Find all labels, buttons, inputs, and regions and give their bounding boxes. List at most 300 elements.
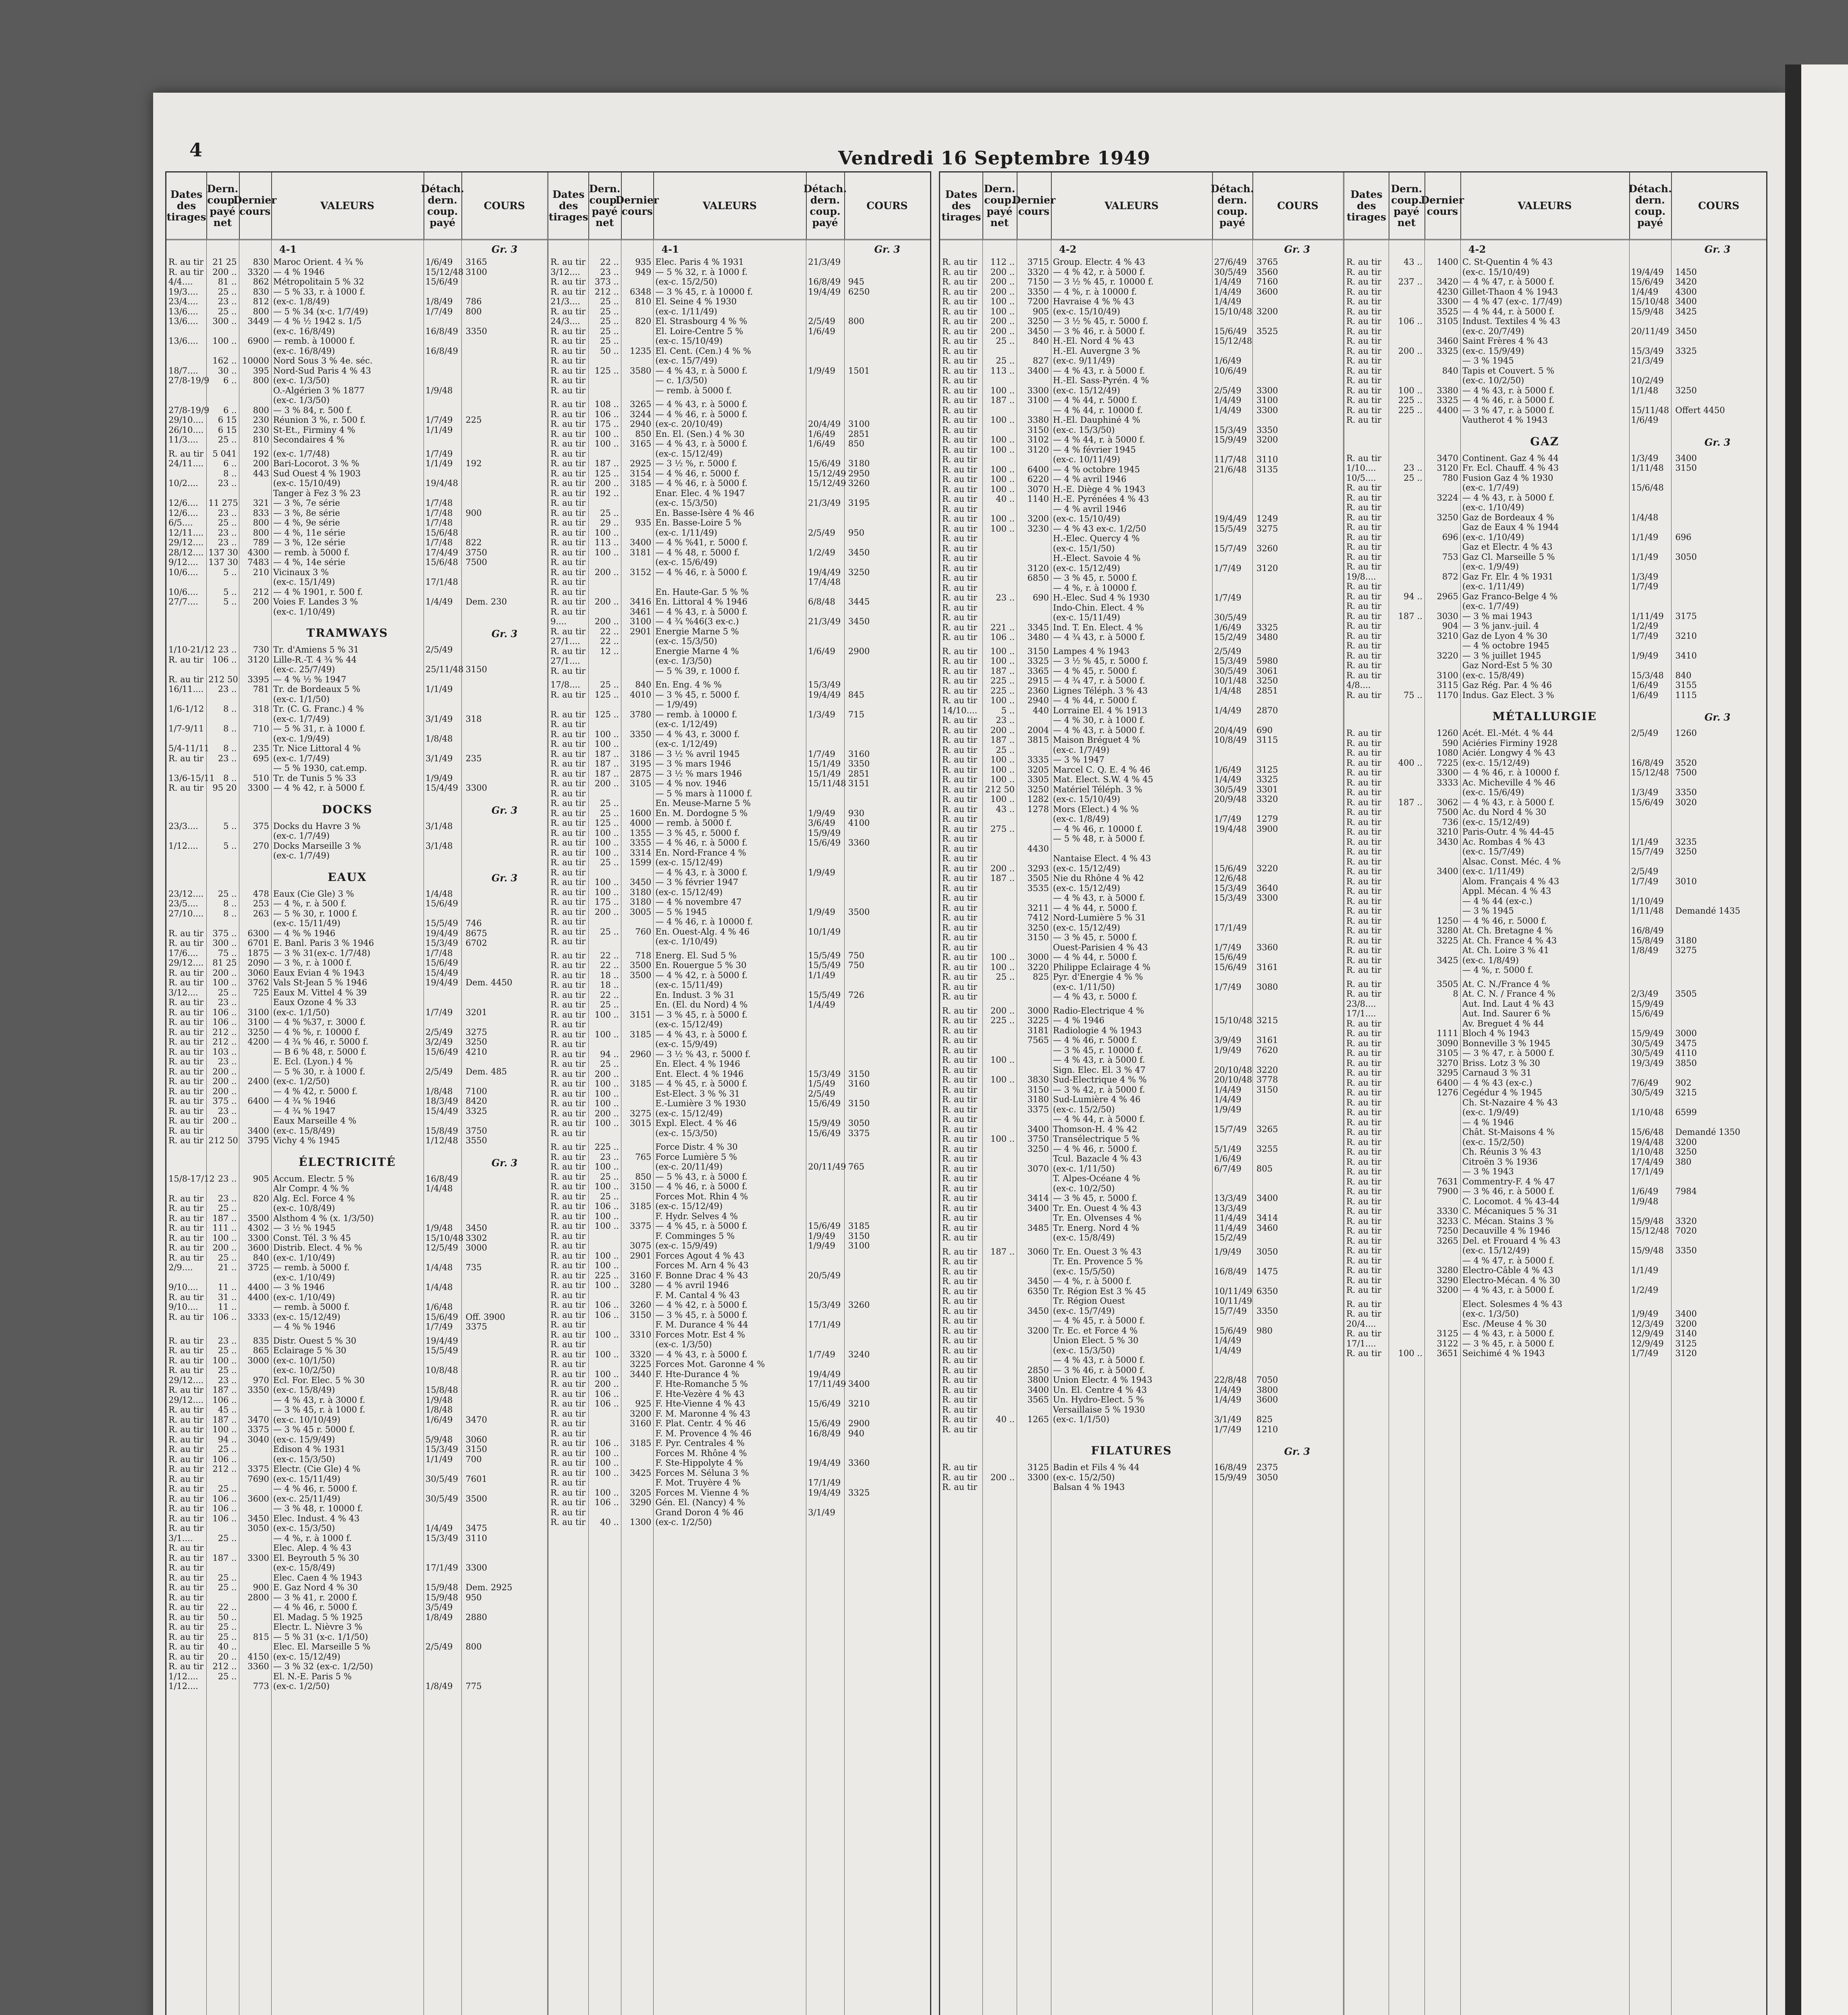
cell-security: Force Distr. 4 % 30 — [655, 1142, 738, 1152]
cell-detach: 15/4/49 — [425, 783, 458, 793]
table-row — [940, 1473, 1343, 1482]
cell-last-price: 3293 — [1027, 863, 1049, 873]
cell-coupon: 25 .. — [218, 1671, 237, 1681]
cell-detach: 1/6/49 — [1631, 690, 1659, 700]
cell-price: 3100 — [1256, 395, 1278, 405]
cell-detach: 15/6/49 — [808, 1099, 841, 1108]
cell-price: 3550 — [465, 1136, 487, 1145]
cell-security: Tanger à Fez 3 % 23 — [273, 488, 361, 498]
cell-security: — 4 % 43, r. à 5000 f. — [1462, 492, 1555, 503]
cell-price: 8420 — [465, 1096, 487, 1106]
table-row — [548, 646, 930, 656]
cell-last-price: 3600 — [247, 1494, 269, 1504]
cell-last-price: 3125 — [1027, 1462, 1049, 1472]
cell-last-price: 4300 — [247, 547, 269, 557]
cell-detach: 3/1/49 — [425, 714, 453, 724]
table-row — [548, 567, 930, 577]
cell-coupon: 25 .. — [600, 926, 619, 937]
table-row — [548, 739, 930, 749]
cell-last-price: 2090 — [247, 958, 269, 968]
table-row — [166, 655, 547, 665]
cell-security: — 4 % 45, r. 5000 f. — [1053, 666, 1138, 676]
cell-date: R. au tir — [550, 808, 586, 818]
cell-coupon: 100 .. — [594, 528, 619, 538]
cell-last-price: 3100 — [247, 1017, 269, 1027]
cell-date: R. au tir — [942, 1134, 978, 1144]
cell-date: R. au tir — [550, 1020, 586, 1029]
cell-security: — 4 % 43, r. à 5000 f. — [1053, 366, 1145, 376]
cell-security: Tr. Région Est 3 % 45 — [1053, 1286, 1146, 1296]
cell-last-price: 3345 — [1027, 622, 1049, 632]
table-row — [940, 804, 1343, 814]
cell-last-price: 440 — [1032, 705, 1049, 715]
cell-detach: 16/8/49 — [1631, 758, 1664, 768]
cell-price: 900 — [465, 508, 482, 518]
cell-date: R. au tir — [942, 1193, 978, 1203]
table-row — [548, 1419, 930, 1428]
cell-detach: 1/4/49 — [1214, 1345, 1242, 1355]
cell-last-price: 3460 — [1437, 336, 1458, 346]
cell-coupon: 18 .. — [600, 970, 619, 980]
cell-last-price: 321 — [253, 498, 269, 508]
cell-security: En. Ouest-Alg. 4 % 46 — [655, 926, 750, 937]
table-row — [940, 465, 1343, 474]
cell-security: (ex-c. 15/12/49) — [655, 1020, 723, 1029]
cell-date: 23/3.... — [168, 821, 198, 831]
cell-detach: 1/12/48 — [425, 1136, 458, 1145]
cell-security: (ex-c. 15/12/49) — [273, 1651, 341, 1662]
cell-coupon: 212 .. — [212, 1464, 237, 1474]
table-row — [940, 1257, 1343, 1266]
table-section-2 — [548, 172, 930, 2015]
cell-security: Forces M. Arn 4 % 43 — [655, 1261, 749, 1270]
cell-price: 3560 — [1256, 267, 1278, 277]
cell-last-price: 4200 — [247, 1037, 269, 1047]
column-header-dern — [982, 172, 1017, 239]
cell-date: R. au tir — [550, 1478, 586, 1487]
table-panel-right — [939, 171, 1767, 2015]
cell-coupon: 100 .. — [990, 952, 1015, 962]
cell-security: — 4 % avril 1946 — [1053, 504, 1127, 514]
cell-security: — remb. à 5000 f. — [273, 547, 350, 557]
column-header-text: coup. — [1391, 194, 1422, 206]
cell-security: — 4 %, r. à 5000 f. — [1053, 1276, 1132, 1286]
cell-date: R. au tir — [1346, 797, 1382, 807]
cell-detach: 1/7/49 — [425, 415, 453, 425]
cell-detach: 20/10/48 — [1214, 1075, 1252, 1084]
cell-coupon: 30 .. — [218, 366, 237, 376]
cell-security: Elec. Caen 4 % 1943 — [273, 1573, 362, 1583]
cell-last-price: 3430 — [1437, 837, 1458, 847]
table-row — [548, 907, 930, 917]
cell-coupon: 23 .. — [218, 1193, 237, 1203]
cell-price: 3800 — [1256, 1385, 1278, 1395]
table-row — [940, 1065, 1343, 1075]
cell-coupon: 94 .. — [600, 1049, 619, 1059]
cell-date: R. au tir — [1346, 738, 1382, 748]
cell-detach: 1/11/49 — [1631, 611, 1664, 621]
cell-price: 3200 — [1256, 306, 1278, 316]
cell-last-price: 2850 — [1027, 1365, 1049, 1375]
cell-price: 3000 — [465, 1243, 487, 1253]
cell-detach: 27/6/49 — [1214, 257, 1247, 267]
cell-coupon: 100 .. — [594, 1010, 619, 1020]
cell-date: R. au tir — [1346, 1265, 1382, 1275]
cell-detach: 1/4/49 — [1214, 705, 1242, 715]
cell-detach: 17/1/49 — [425, 1563, 458, 1573]
cell-date: R. au tir — [168, 1106, 204, 1116]
table-row — [548, 1069, 930, 1079]
cell-price: 735 — [465, 1263, 482, 1272]
cell-coupon: 100 .. — [990, 1055, 1015, 1065]
cell-detach: 30/5/49 — [1214, 784, 1247, 794]
cell-date: R. au tir — [942, 534, 978, 543]
cell-security: Sign. Elec. El. 3 % 47 — [1053, 1065, 1146, 1075]
cell-security: — 3 % 42, r. à 5000 f. — [1053, 1084, 1145, 1095]
table-row — [940, 913, 1343, 922]
group-subhead: 4-2 — [1468, 243, 1486, 255]
cell-coupon: 212 .. — [212, 1027, 237, 1037]
cell-date: R. au tir — [550, 488, 586, 498]
cell-coupon: 100 .. — [990, 474, 1015, 484]
cell-security: Badin et Fils 4 % 44 — [1053, 1462, 1140, 1472]
cell-price: 2851 — [848, 769, 870, 779]
cell-coupon: 25 .. — [600, 306, 619, 316]
cell-detach: 16/8/49 — [1214, 1462, 1247, 1472]
cell-date: R. au tir — [942, 395, 978, 405]
cell-date: R. au tir — [168, 1126, 204, 1136]
cell-security: Nord-Sud Paris 4 % 43 — [273, 366, 371, 376]
cell-price: 3165 — [465, 257, 487, 267]
cell-date: 13/6.... — [168, 306, 198, 316]
cell-coupon: 23 .. — [218, 645, 237, 654]
cell-last-price: 3450 — [629, 877, 652, 887]
cell-detach: 19/4/49 — [808, 690, 841, 700]
cell-detach: 15/6/49 — [808, 1128, 841, 1138]
cell-date: R. au tir — [942, 1286, 978, 1296]
cell-price: 5980 — [1256, 656, 1278, 666]
cell-date: R. au tir — [550, 848, 586, 858]
cell-security: Elec. El. Marseille 5 % — [273, 1642, 371, 1651]
cell-last-price: 2925 — [629, 459, 652, 468]
cell-security: (ex-c. 1/8/49) — [1462, 955, 1519, 965]
cell-date: R. au tir — [942, 543, 978, 553]
cell-coupon: 275 .. — [990, 824, 1015, 834]
cell-coupon: 100 .. — [990, 696, 1015, 705]
cell-coupon: 100 .. — [990, 297, 1015, 306]
table-row — [1344, 1256, 1766, 1265]
cell-security: Cegédur 4 % 1945 — [1462, 1088, 1543, 1097]
cell-last-price: 872 — [1442, 571, 1458, 582]
cell-coupon: 200 .. — [212, 1066, 237, 1076]
column-header-text: cours — [1018, 205, 1050, 217]
cell-detach: 1/8/49 — [425, 297, 453, 306]
cell-security: — 3 % 1947 — [1053, 755, 1105, 764]
cell-security: — 3 % 47, r. à 5000 f. — [1462, 405, 1555, 415]
table-row — [940, 1223, 1343, 1233]
cell-coupon: 23 .. — [218, 297, 237, 306]
column-header-text: payé — [986, 205, 1013, 217]
cell-date: R. au tir — [550, 709, 586, 719]
cell-detach: 15/2/49 — [1214, 632, 1247, 642]
cell-price: 765 — [848, 1162, 865, 1172]
table-row — [1344, 945, 1766, 955]
column-header-text: Dates — [945, 188, 978, 200]
cell-security: (ex-c. 10/2/50) — [1053, 1183, 1115, 1193]
cell-detach: 1/6/49 — [1631, 1186, 1659, 1196]
cell-detach: 15/2/49 — [1214, 1233, 1247, 1242]
table-row — [940, 632, 1343, 642]
cell-detach: 15/11/48 — [808, 779, 846, 788]
column-header-text: payé — [812, 216, 838, 229]
cell-date: R. au tir — [550, 907, 586, 917]
cell-detach: 1/3/49 — [1631, 453, 1659, 463]
cell-date: R. au tir — [168, 928, 204, 938]
cell-date: R. au tir — [942, 1016, 978, 1025]
cell-security: En. Haute-Gar. 5 % % — [655, 587, 749, 597]
cell-price: 3260 — [1256, 543, 1278, 553]
cell-coupon: 23 .. — [996, 593, 1015, 602]
cell-last-price: 1282 — [1027, 794, 1049, 804]
table-row — [548, 927, 930, 937]
cell-security: (ex-c. 1/7/48) — [273, 449, 330, 459]
cell-date: R. au tir — [168, 1444, 204, 1454]
cell-security: — 4 % 46, r. à 5000 f. — [655, 838, 748, 848]
table-row — [548, 719, 930, 729]
cell-coupon: 100 .. — [990, 514, 1015, 523]
table-row — [166, 1622, 547, 1632]
cell-date: R. au tir — [1346, 395, 1382, 405]
cell-coupon: 25 .. — [600, 1191, 619, 1201]
table-row — [548, 1379, 930, 1389]
table-row — [166, 744, 547, 753]
table-row — [548, 1389, 930, 1399]
table-row — [166, 978, 547, 987]
cell-date: R. au tir — [550, 366, 586, 376]
cell-date: 29/12.... — [168, 1375, 204, 1385]
table-row — [940, 844, 1343, 854]
cell-security: (ex-c. 15/11/49) — [273, 1474, 341, 1484]
cell-coupon: 187 .. — [594, 769, 619, 779]
cell-security: Philippe Eclairage 4 % — [1053, 962, 1150, 972]
cell-detach: 1/4/49 — [1214, 405, 1242, 415]
table-row — [548, 597, 930, 607]
table-row — [548, 789, 930, 798]
cell-last-price: 825 — [1032, 972, 1049, 982]
cell-detach: 15/10/48 — [1214, 1016, 1252, 1025]
cell-security: Aut. Ind. Saurer 6 % — [1462, 1009, 1551, 1018]
table-row — [1344, 582, 1766, 591]
table-row — [1344, 847, 1766, 856]
column-header-text: payé — [1637, 216, 1663, 229]
cell-coupon: 100 .. — [594, 1468, 619, 1478]
cell-detach: 15/11/48 — [1631, 405, 1669, 415]
table-row — [940, 524, 1343, 534]
cell-security: Union Electr. 4 % 1943 — [1053, 1375, 1152, 1385]
cell-date: 12/6.... — [168, 498, 198, 508]
cell-security: — 4 % 47, r. à 5000 f. — [1462, 1255, 1555, 1265]
cell-coupon: 192 .. — [594, 488, 619, 498]
cell-security: Docks Marseille 3 % — [273, 841, 361, 851]
cell-last-price: 7150 — [1027, 277, 1049, 287]
cell-coupon: 187 .. — [212, 1553, 237, 1563]
table-row — [548, 1152, 930, 1162]
table-row — [1344, 562, 1766, 571]
cell-date: R. au tir — [550, 577, 586, 587]
cell-date: 28/12.... — [168, 547, 204, 557]
table-row — [548, 818, 930, 828]
cell-last-price: 6220 — [1027, 474, 1049, 484]
cell-security: Tcul. Bazacle 4 % 43 — [1053, 1154, 1142, 1163]
cell-security: Gaz Fr. Elr. 4 % 1931 — [1462, 571, 1553, 582]
table-row — [166, 1385, 547, 1395]
cell-date: R. au tir — [168, 968, 204, 978]
cell-detach: 15/6/49 — [808, 459, 841, 468]
column-header-text: coup. — [1634, 205, 1666, 217]
column-header-text: net — [213, 216, 232, 229]
cell-date: R. au tir — [942, 824, 978, 834]
cell-date: R. au tir — [168, 1312, 204, 1322]
cell-security: Ent. Elect. 4 % 1946 — [655, 1069, 744, 1079]
cell-date: R. au tir — [942, 523, 978, 534]
cell-date: 26/10.... — [168, 425, 204, 435]
cell-detach: 2/5/49 — [1214, 646, 1242, 656]
cell-date: R. au tir — [1346, 1329, 1382, 1338]
cell-security: Tr. En. Olvenses 4 % — [1053, 1213, 1142, 1223]
cell-price: 3750 — [465, 1126, 487, 1136]
cell-date: R. au tir — [1346, 1255, 1382, 1265]
cell-coupon: 200 .. — [990, 277, 1015, 287]
cell-date: R. au tir — [168, 753, 204, 763]
cell-date: R. au tir — [550, 1172, 586, 1182]
cell-last-price: 3125 — [1437, 1329, 1458, 1338]
cell-price: 800 — [465, 306, 482, 316]
cell-last-price: 3102 — [1027, 435, 1049, 445]
cell-date: R. au tir — [550, 1290, 586, 1300]
cell-detach: 1/4/48 — [1214, 686, 1242, 696]
cell-price: 3325 — [1256, 622, 1278, 632]
cell-security: (ex-c. 1/11/49) — [1462, 866, 1524, 876]
cell-date: R. au tir — [942, 415, 978, 425]
cell-date: 9/10.... — [168, 1302, 198, 1312]
cell-last-price: 3350 — [629, 729, 652, 739]
cell-price: 3400 — [1675, 453, 1697, 463]
cell-security: — 5 % 1930, cat.emp. — [273, 763, 367, 773]
cell-date: R. au tir — [942, 267, 978, 277]
cell-security: Alsthom 4 % (x. 1/3/50) — [273, 1213, 374, 1223]
cell-detach: 3/1/48 — [425, 821, 453, 831]
table-row — [940, 494, 1343, 504]
cell-date: R. au tir — [550, 1089, 586, 1099]
table-row — [166, 1312, 547, 1322]
cell-detach: 30/5/49 — [1631, 1048, 1664, 1058]
cell-date: R. au tir — [550, 838, 586, 848]
table-row — [940, 484, 1343, 494]
column-header-text: coup. — [984, 194, 1015, 206]
table-row — [166, 297, 547, 306]
cell-price: 3325 — [1256, 775, 1278, 784]
cell-date: 1/10.... — [1346, 463, 1376, 473]
cell-last-price: 3250 — [247, 1027, 269, 1037]
cell-date: R. au tir — [168, 1454, 204, 1464]
cell-date: R. au tir — [1346, 1196, 1382, 1206]
cell-date: R. au tir — [550, 1389, 586, 1399]
table-row — [940, 893, 1343, 903]
cell-last-price: 7690 — [247, 1474, 269, 1484]
cell-date: R. au tir — [550, 538, 586, 547]
cell-price: 750 — [848, 950, 865, 960]
cell-price: 3302 — [465, 1233, 487, 1243]
cell-price: 3460 — [1256, 1223, 1278, 1233]
cell-detach: 1/2/49 — [1631, 621, 1659, 631]
cell-last-price: 3030 — [1437, 611, 1458, 621]
cell-detach: 15/9/49 — [1631, 999, 1664, 1009]
cell-security: — 4 % 43, r. à 5000 f. — [1462, 385, 1555, 395]
cell-date: R. au tir — [168, 1622, 204, 1632]
cell-last-price: 3280 — [629, 1280, 652, 1290]
cell-coupon: 100 .. — [594, 729, 619, 739]
table-row — [166, 518, 547, 528]
cell-security: Nie du Rhône 4 % 42 — [1053, 873, 1144, 883]
cell-price: 3400 — [1256, 1193, 1278, 1203]
cell-date: R. au tir — [550, 1359, 586, 1369]
cell-last-price: 3150 — [629, 1310, 652, 1320]
cell-last-price: 925 — [635, 1399, 652, 1408]
cell-security: Balsan 4 % 1943 — [1053, 1482, 1125, 1492]
cell-coupon: 187 .. — [990, 735, 1015, 745]
cell-security: H.-E. Diège 4 % 1943 — [1053, 484, 1146, 494]
table-row — [548, 1030, 930, 1039]
cell-security: Distr. Ouest 5 % 30 — [273, 1336, 357, 1346]
table-row — [166, 1415, 547, 1425]
cell-security: (ex-c. 1/1/50) — [273, 694, 330, 704]
cell-date: R. au tir — [168, 1037, 204, 1047]
cell-date: R. au tir — [550, 257, 586, 267]
cell-coupon: 25 .. — [600, 1059, 619, 1069]
cell-coupon: 5 .. — [223, 567, 237, 577]
cell-security: (ex-c. 1/7/49) — [1462, 483, 1519, 492]
table-row — [1344, 787, 1766, 797]
table-row — [166, 734, 547, 744]
cell-detach: 18/3/49 — [425, 1096, 458, 1106]
cell-last-price: 789 — [253, 538, 269, 547]
cell-security: Gaz Cl. Marseille 5 % — [1462, 552, 1555, 562]
cell-date: R. au tir — [168, 978, 204, 987]
cell-coupon: 40 .. — [218, 1642, 237, 1651]
cell-price: 3320 — [1675, 1216, 1697, 1226]
cell-coupon: 23 .. — [218, 528, 237, 538]
cell-date: R. au tir — [1346, 670, 1382, 680]
cell-coupon: 25 .. — [218, 987, 237, 997]
cell-coupon: 25 .. — [218, 287, 237, 297]
column-header-text: Dern. — [207, 183, 239, 195]
cell-price: 822 — [465, 538, 482, 547]
cell-security: En. El. (Sen.) 4 % 30 — [655, 429, 745, 439]
cell-last-price: 3290 — [1437, 1275, 1458, 1285]
cell-date: R. au tir — [550, 1039, 586, 1049]
cell-last-price: 730 — [253, 645, 269, 654]
column-header-text: net — [990, 216, 1009, 229]
cell-detach: 15/7/49 — [1214, 1124, 1247, 1134]
cell-security: (ex-c. 15/2/50) — [1462, 1137, 1524, 1147]
table-row — [166, 346, 547, 356]
group-tag: Gr. 3 — [1284, 1446, 1310, 1457]
cell-security: (ex-c. 1/11/49) — [655, 528, 717, 538]
cell-coupon: 111 .. — [212, 1223, 237, 1233]
cell-detach: 12/3/49 — [1631, 1319, 1664, 1329]
cell-date: R. au tir — [1346, 1117, 1382, 1127]
cell-security: Un. Hydro-Elect. 5 % — [1053, 1395, 1144, 1404]
